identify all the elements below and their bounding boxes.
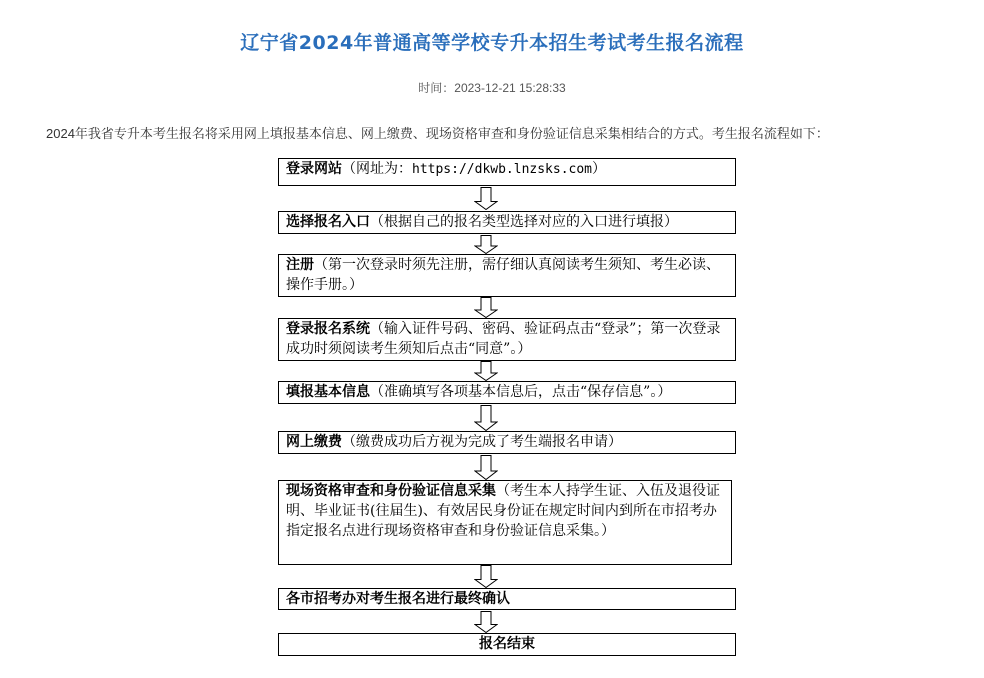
step-detail: （缴费成功后方视为完成了考生端报名申请） bbox=[342, 434, 622, 450]
flow-step-online-payment bbox=[278, 431, 736, 454]
step-detail: （根据自己的报名类型选择对应的入口进行填报） bbox=[370, 214, 678, 230]
step-title: 选择报名入口 bbox=[286, 214, 370, 230]
step-title: 登录报名系统 bbox=[286, 321, 370, 337]
flow-arrow-down bbox=[474, 565, 498, 588]
flow-arrow-down bbox=[474, 405, 498, 431]
flow-arrow-down bbox=[474, 361, 498, 381]
step-title: 填报基本信息 bbox=[286, 384, 370, 400]
step-detail: （输入证件号码、密码、验证码点击“登录”；第一次登录成功时须阅读考生须知后点击“同意”。） bbox=[286, 321, 721, 357]
flow-step-login-website bbox=[278, 158, 736, 186]
flow-step-select-entry bbox=[278, 211, 736, 234]
step-detail: （第一次登录时须先注册，需仔细认真阅读考生须知、考生必读、操作手册。） bbox=[286, 257, 720, 293]
step-title: 登录网站 bbox=[286, 161, 342, 177]
flow-step-final-confirmation bbox=[278, 588, 736, 610]
flow-step-basic-info bbox=[278, 381, 736, 404]
step-detail: （考生本人持学生证、入伍及退役证明、毕业证书(往届生)、有效居民身份证在规定时间内到所在市招考办指定报名点进行现场资格审查和身份验证信息采集。） bbox=[286, 483, 720, 539]
website-url: https://dkwb.lnzsks.com bbox=[412, 162, 593, 177]
step-detail: （准确填写各项基本信息后，点击“保存信息”。） bbox=[370, 384, 672, 400]
flow-step-registration-end bbox=[278, 633, 736, 656]
publish-time: 2023-12-21 15:28:33 bbox=[454, 81, 566, 95]
step-title: 各市招考办对考生报名进行最终确认 bbox=[286, 591, 510, 607]
flow-arrow-down bbox=[474, 235, 498, 254]
flow-step-onsite-verification bbox=[278, 480, 732, 565]
intro-paragraph: 2024年我省专升本考生报名将采用网上填报基本信息、网上缴费、现场资格审查和身份验证信息采集相结合的方式。考生报名流程如下： bbox=[46, 126, 829, 141]
flow-step-register bbox=[278, 254, 736, 297]
flow-arrow-down bbox=[474, 455, 498, 480]
step-detail-suffix: ） bbox=[592, 161, 607, 177]
step-title: 报名结束 bbox=[479, 636, 535, 652]
step-title: 注册 bbox=[286, 257, 314, 273]
flow-step-login-system bbox=[278, 318, 736, 361]
step-detail-prefix: （网址为： bbox=[342, 161, 412, 177]
time-label: 时间： bbox=[418, 81, 455, 95]
article-title: 辽宁省2024年普通高等学校专升本招生考试考生报名流程 bbox=[240, 32, 744, 54]
step-title: 现场资格审查和身份验证信息采集 bbox=[286, 483, 496, 499]
flow-arrow-down bbox=[474, 297, 498, 318]
flow-arrow-down bbox=[474, 611, 498, 633]
article-meta bbox=[0, 79, 984, 96]
step-title: 网上缴费 bbox=[286, 434, 342, 450]
flow-arrow-down bbox=[474, 187, 498, 210]
